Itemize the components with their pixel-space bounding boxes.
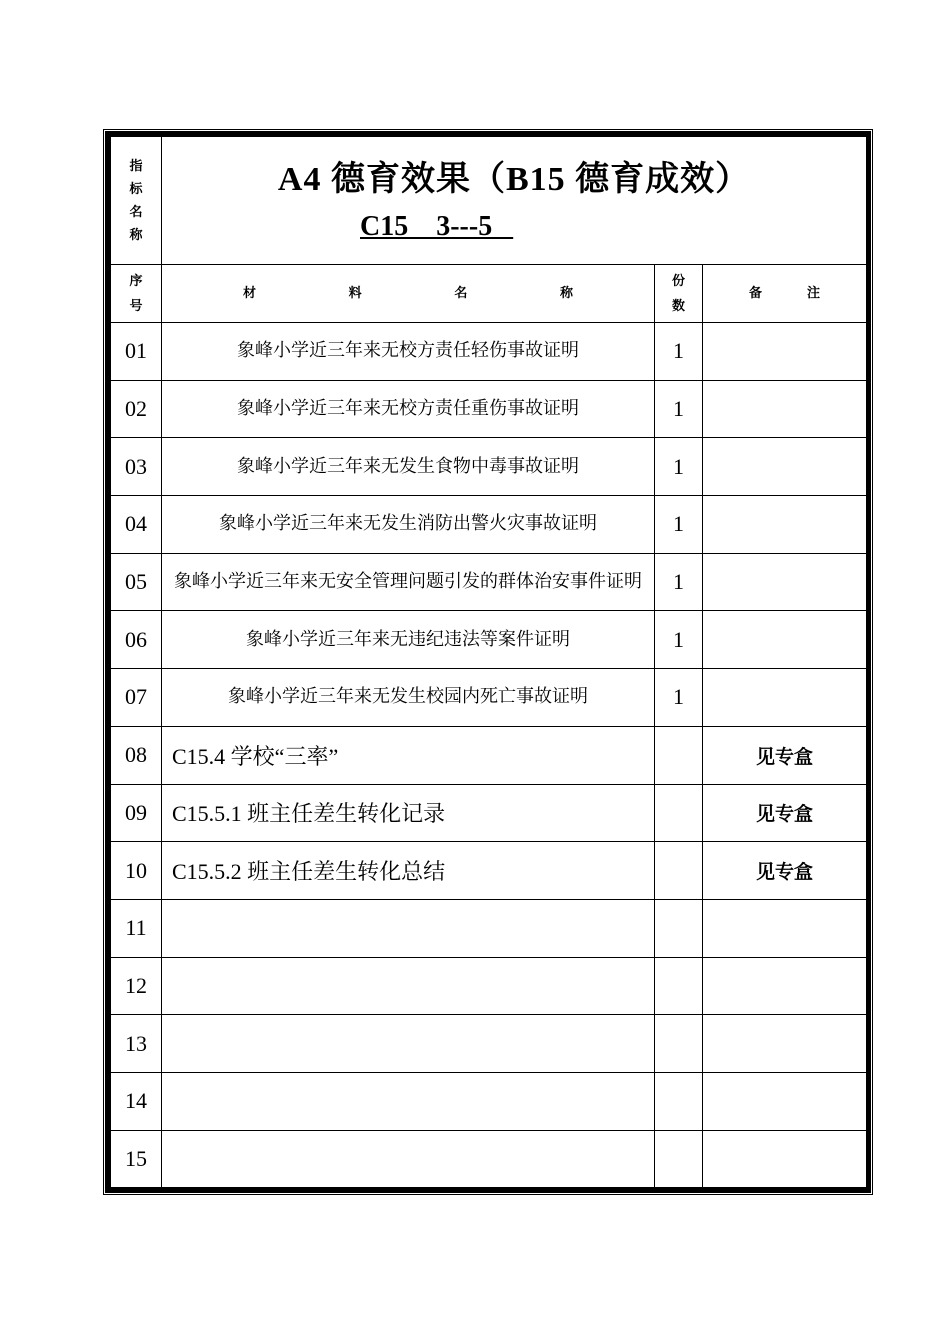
row-copies (655, 726, 703, 784)
indicator-label (111, 137, 162, 265)
table-row (111, 726, 867, 784)
copies-header-char: 份 (671, 273, 685, 289)
table-row (111, 899, 867, 957)
note-header-char: 备 (748, 286, 762, 301)
row-note (703, 438, 867, 496)
note-header-char: 注 (807, 286, 821, 301)
copies-header-char: 数 (671, 298, 685, 314)
indicator-char: 名 (129, 204, 143, 220)
row-number: 12 (111, 957, 162, 1015)
copies-header (655, 265, 703, 323)
row-material: 象峰小学近三年来无安全管理问题引发的群体治安事件证明 (162, 553, 655, 611)
table-row (111, 842, 867, 900)
row-copies: 1 (655, 438, 703, 496)
table-row (111, 553, 867, 611)
row-copies: 1 (655, 380, 703, 438)
material-header-char: 名 (454, 286, 468, 301)
table-row (111, 438, 867, 496)
table-row (111, 611, 867, 669)
row-number: 09 (111, 784, 162, 842)
row-material (162, 957, 655, 1015)
row-number: 14 (111, 1072, 162, 1130)
row-material: 象峰小学近三年来无违纪违法等案件证明 (162, 611, 655, 669)
table-row (111, 957, 867, 1015)
row-material (162, 1130, 655, 1188)
indicator-char: 标 (129, 181, 143, 197)
row-material: 象峰小学近三年来无校方责任重伤事故证明 (162, 380, 655, 438)
materials-table (110, 136, 867, 1188)
row-note (703, 669, 867, 727)
row-number: 01 (111, 323, 162, 381)
seq-header (111, 265, 162, 323)
note-header (703, 265, 867, 323)
row-number: 02 (111, 380, 162, 438)
page-subtitle: C15 3---5 (360, 211, 514, 242)
indicator-char: 称 (129, 227, 143, 243)
row-copies (655, 842, 703, 900)
row-copies (655, 1015, 703, 1073)
row-note (703, 380, 867, 438)
table-row (111, 1130, 867, 1188)
material-header-char: 称 (559, 286, 573, 301)
row-material: C15.5.2 班主任差生转化总结 (162, 842, 655, 900)
row-number: 04 (111, 496, 162, 554)
row-note (703, 496, 867, 554)
row-copies: 1 (655, 669, 703, 727)
row-number: 15 (111, 1130, 162, 1188)
material-header (162, 265, 655, 323)
row-material: 象峰小学近三年来无发生校园内死亡事故证明 (162, 669, 655, 727)
row-material (162, 1015, 655, 1073)
row-copies (655, 784, 703, 842)
row-note (703, 957, 867, 1015)
row-copies: 1 (655, 611, 703, 669)
row-copies (655, 1130, 703, 1188)
row-copies (655, 957, 703, 1015)
row-copies: 1 (655, 323, 703, 381)
title-cell (162, 137, 867, 265)
row-note (703, 323, 867, 381)
table-body (111, 323, 867, 1188)
row-material: 象峰小学近三年来无校方责任轻伤事故证明 (162, 323, 655, 381)
row-number: 06 (111, 611, 162, 669)
row-note: 见专盒 (703, 784, 867, 842)
row-material: 象峰小学近三年来无发生消防出警火灾事故证明 (162, 496, 655, 554)
row-number: 07 (111, 669, 162, 727)
table-row (111, 496, 867, 554)
table-row (111, 1015, 867, 1073)
title-row (111, 137, 867, 265)
row-copies: 1 (655, 496, 703, 554)
row-copies (655, 1072, 703, 1130)
row-note (703, 553, 867, 611)
row-material (162, 899, 655, 957)
row-number: 03 (111, 438, 162, 496)
row-material: C15.4 学校“三率” (162, 726, 655, 784)
table-row (111, 323, 867, 381)
table-row (111, 669, 867, 727)
row-material: C15.5.1 班主任差生转化记录 (162, 784, 655, 842)
seq-header-char: 号 (129, 298, 143, 314)
table-row (111, 1072, 867, 1130)
page-title: A4 德育效果（B15 德育成效） (277, 161, 751, 198)
row-number: 11 (111, 899, 162, 957)
row-number: 10 (111, 842, 162, 900)
row-note (703, 611, 867, 669)
row-material (162, 1072, 655, 1130)
table-row (111, 380, 867, 438)
material-header-char: 材 (243, 286, 257, 301)
table-row (111, 784, 867, 842)
row-number: 13 (111, 1015, 162, 1073)
row-material: 象峰小学近三年来无发生食物中毒事故证明 (162, 438, 655, 496)
column-header-row (111, 265, 867, 323)
row-note (703, 1130, 867, 1188)
row-note: 见专盒 (703, 842, 867, 900)
row-note (703, 1072, 867, 1130)
row-copies (655, 899, 703, 957)
row-note: 见专盒 (703, 726, 867, 784)
row-note (703, 899, 867, 957)
indicator-char: 指 (129, 158, 143, 174)
row-number: 05 (111, 553, 162, 611)
row-copies: 1 (655, 553, 703, 611)
material-header-char: 料 (348, 286, 362, 301)
row-note (703, 1015, 867, 1073)
row-number: 08 (111, 726, 162, 784)
seq-header-char: 序 (129, 273, 143, 289)
